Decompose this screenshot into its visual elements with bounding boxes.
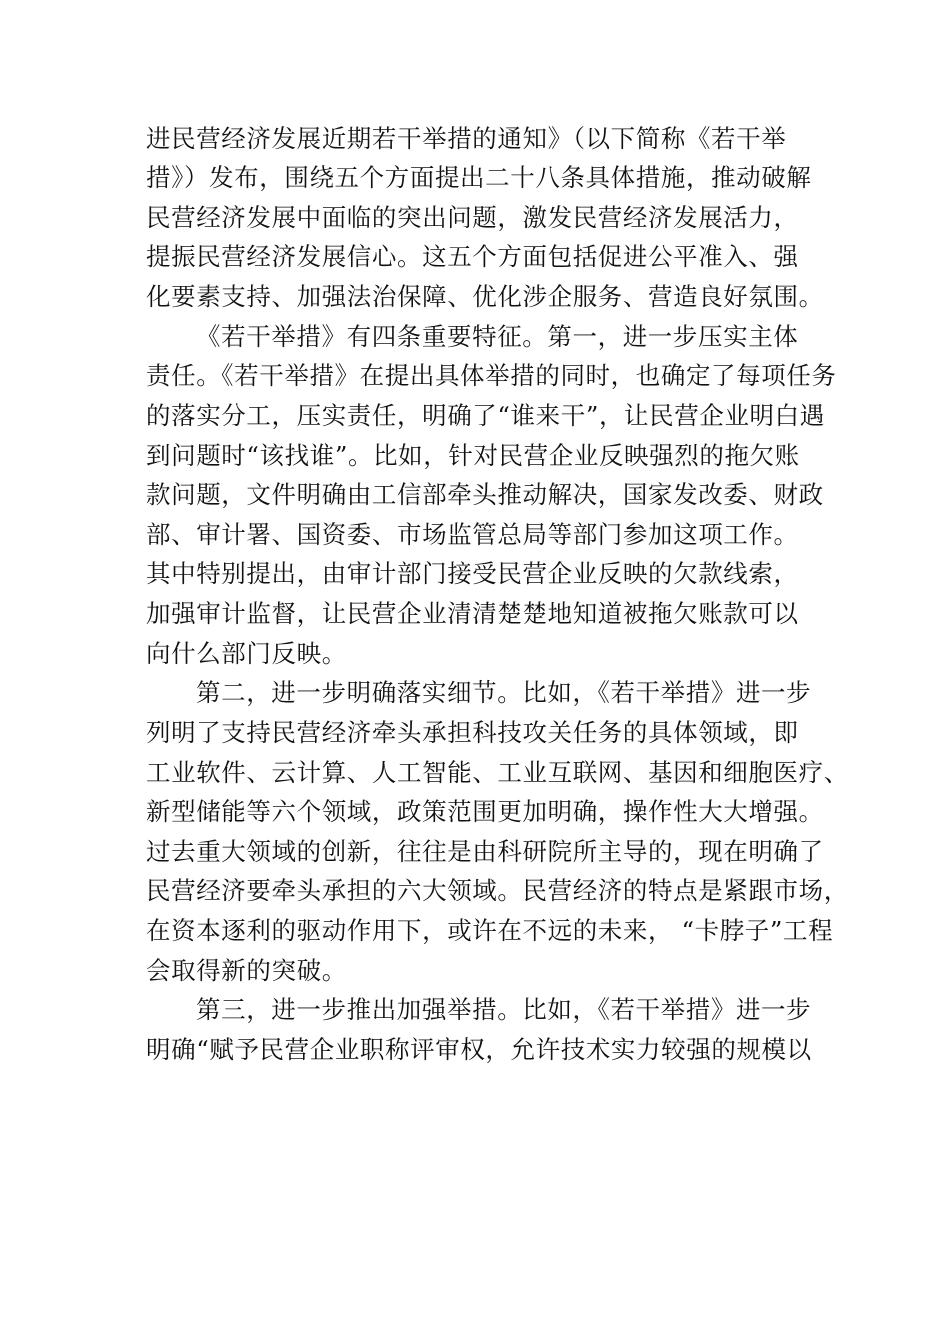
text-line: 民营经济要牵头承担的六大领域。民营经济的特点是紧跟市场， [146,876,849,905]
text-line: 工业软件、云计算、人工智能、工业互联网、基因和细胞医疗、 [146,758,849,787]
text-line: 部、审计署、国资委、市场监管总局等部门参加这项工作。 [146,520,799,549]
text-line: 在资本逐利的驱动作用下，或许在不远的未来， “卡脖子”工程 [146,916,834,945]
text-line: 责任。《若干举措》在提出具体举措的同时，也确定了每项任务 [146,361,837,390]
text-line: 化要素支持、加强法治保障、优化涉企服务、营造良好氛围。 [146,282,824,311]
text-line: 新型储能等六个领域，政策范围更加明确，操作性大大增强。 [146,797,824,826]
text-line: 列明了支持民营经济牵头承担科技攻关任务的具体领域，即 [146,718,799,747]
text-line: 《若干举措》有四条重要特征。第一，进一步压实主体 [196,322,799,351]
text-line: 进民营经济发展近期若干举措的通知》（以下简称《若干举 [146,124,787,153]
text-line: 提振民营经济发展信心。这五个方面包括促进公平准入、强 [146,242,799,271]
text-line: 的落实分工，压实责任，明确了“谁来干”，让民营企业明白遇 [146,401,825,430]
text-line: 其中特别提出，由审计部门接受民营企业反映的欠款线索， [146,559,799,588]
text-line: 款问题，文件明确由工信部牵头推动解决，国家发改委、财政 [146,480,824,509]
text-line: 会取得新的突破。 [146,956,347,985]
text-line: 向什么部门反映。 [146,639,347,668]
text-line: 第二，进一步明确落实细节。比如，《若干举措》进一步 [196,678,812,707]
text-line: 第三，进一步推出加强举措。比如，《若干举措》进一步 [196,995,812,1024]
text-line: 措》）发布，围绕五个方面提出二十八条具体措施，推动破解 [146,163,812,192]
text-line: 加强审计监督，让民营企业清清楚楚地知道被拖欠账款可以 [146,599,799,628]
text-line: 到问题时“该找谁”。比如，针对民营企业反映强烈的拖欠账 [146,441,800,470]
text-line: 民营经济发展中面临的突出问题，激发民营经济发展活力， [146,203,799,232]
text-line: 明确“赋予民营企业职称评审权，允许技术实力较强的规模以 [146,1035,812,1064]
text-line: 过去重大领域的创新，往往是由科研院所主导的，现在明确了 [146,837,824,866]
